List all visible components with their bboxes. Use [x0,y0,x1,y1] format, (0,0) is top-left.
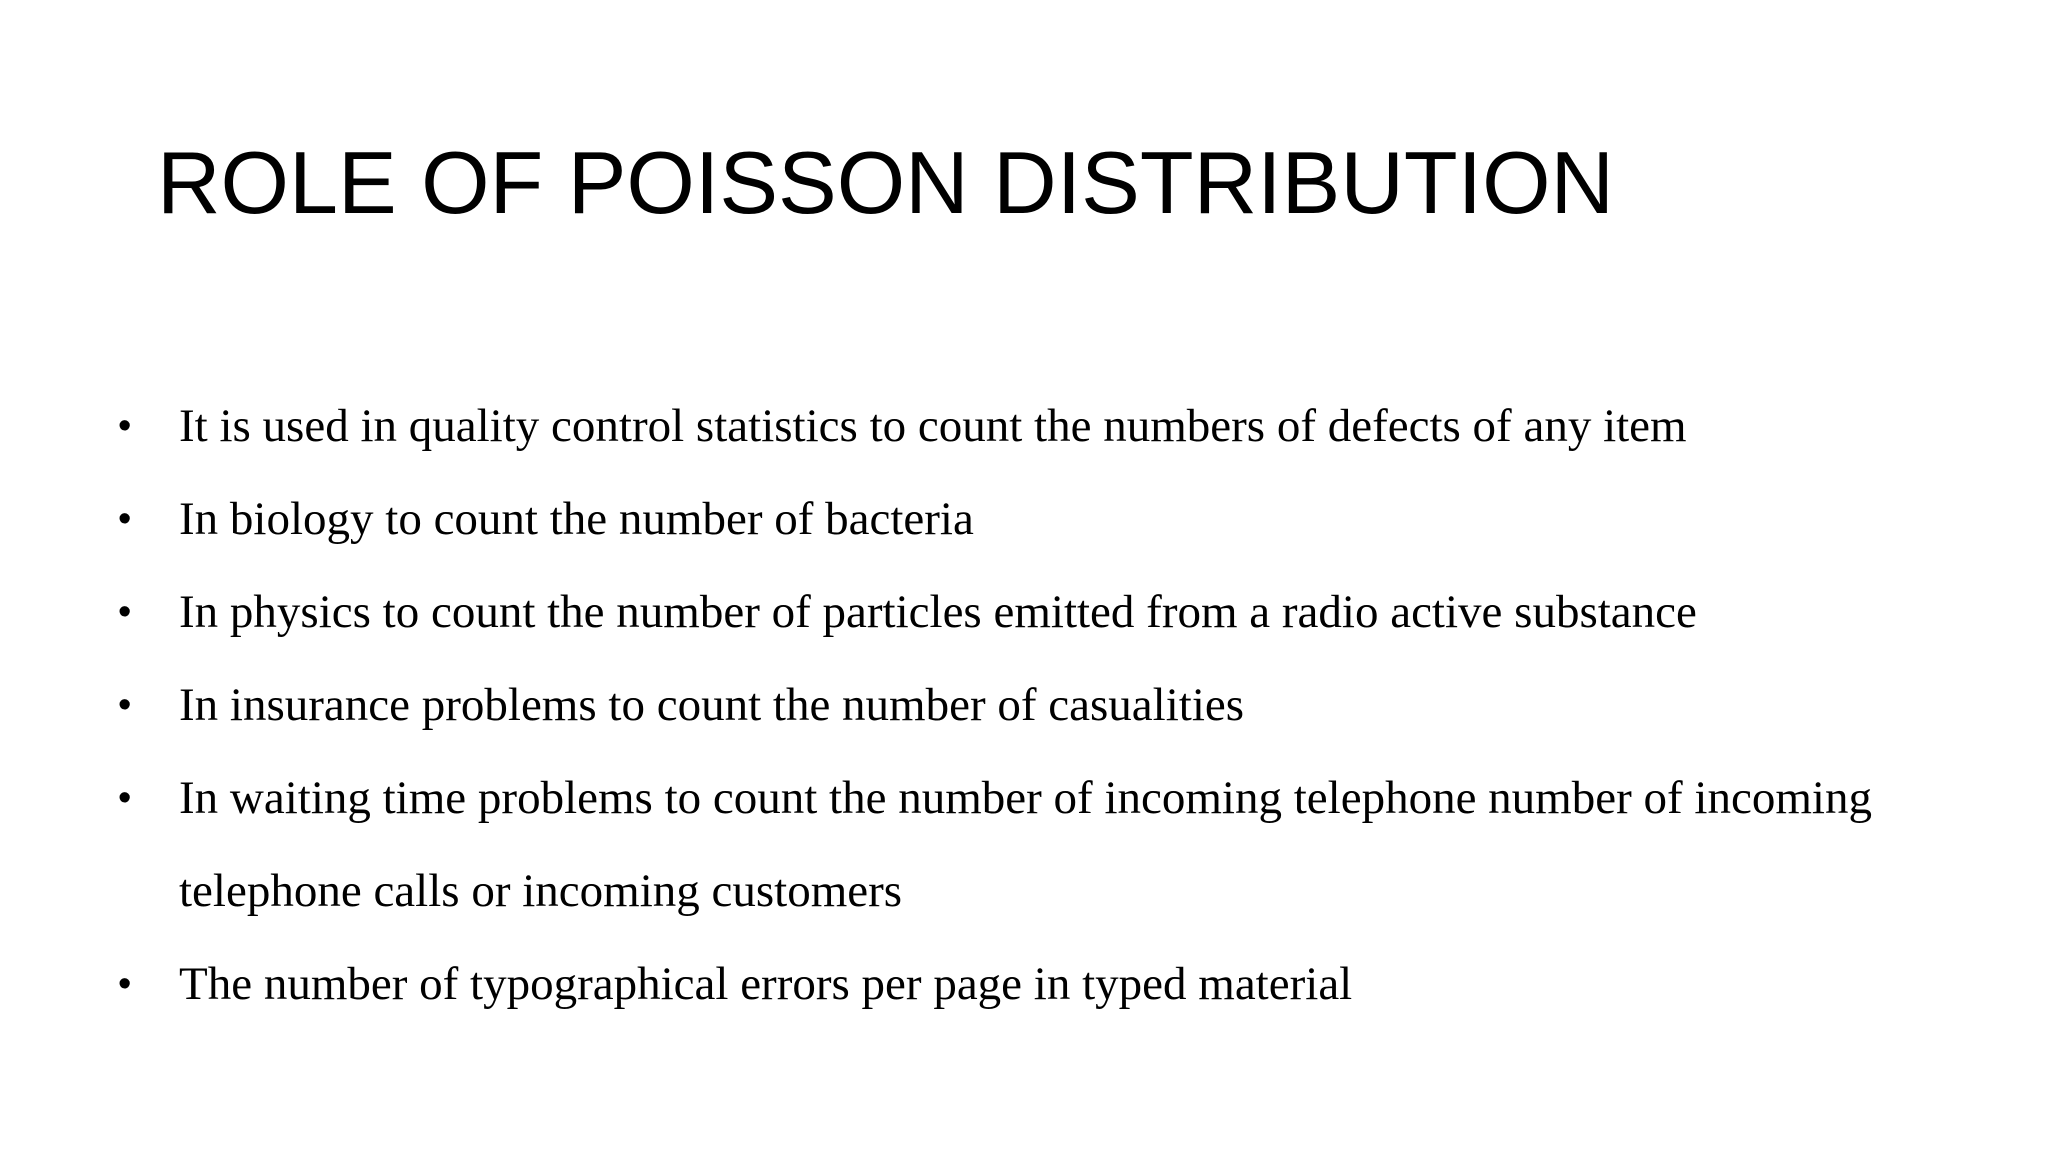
bullet-icon: • [118,591,132,633]
bullet-item-waiting-time [118,752,1918,938]
bullet-icon: • [118,498,132,540]
bullet-item-insurance [118,659,1918,752]
bullet-item-biology [118,473,1918,566]
bullet-text: In biology to count the number of bacteria [179,493,974,545]
bullet-item-quality-control [118,380,1918,473]
bullet-text: In waiting time problems to count the number of incoming telephone number of incoming telephone calls or incoming customers [179,772,1872,917]
bullet-item-typographical-errors [118,938,1918,1031]
bullet-text: The number of typographical errors per page in typed material [179,958,1353,1010]
bullet-icon: • [118,963,132,1005]
bullet-text: In insurance problems to count the number of casualities [179,679,1245,731]
bullet-list [118,380,1918,1031]
bullet-text: It is used in quality control statistics to count the numbers of defects of any item [179,400,1687,452]
bullet-icon: • [118,405,132,447]
bullet-item-physics [118,566,1918,659]
bullet-icon: • [118,684,132,726]
bullet-icon: • [118,777,132,819]
slide-title: ROLE OF POISSON DISTRIBUTION [157,133,1615,232]
bullet-text: In physics to count the number of particles emitted from a radio active substance [179,586,1697,638]
